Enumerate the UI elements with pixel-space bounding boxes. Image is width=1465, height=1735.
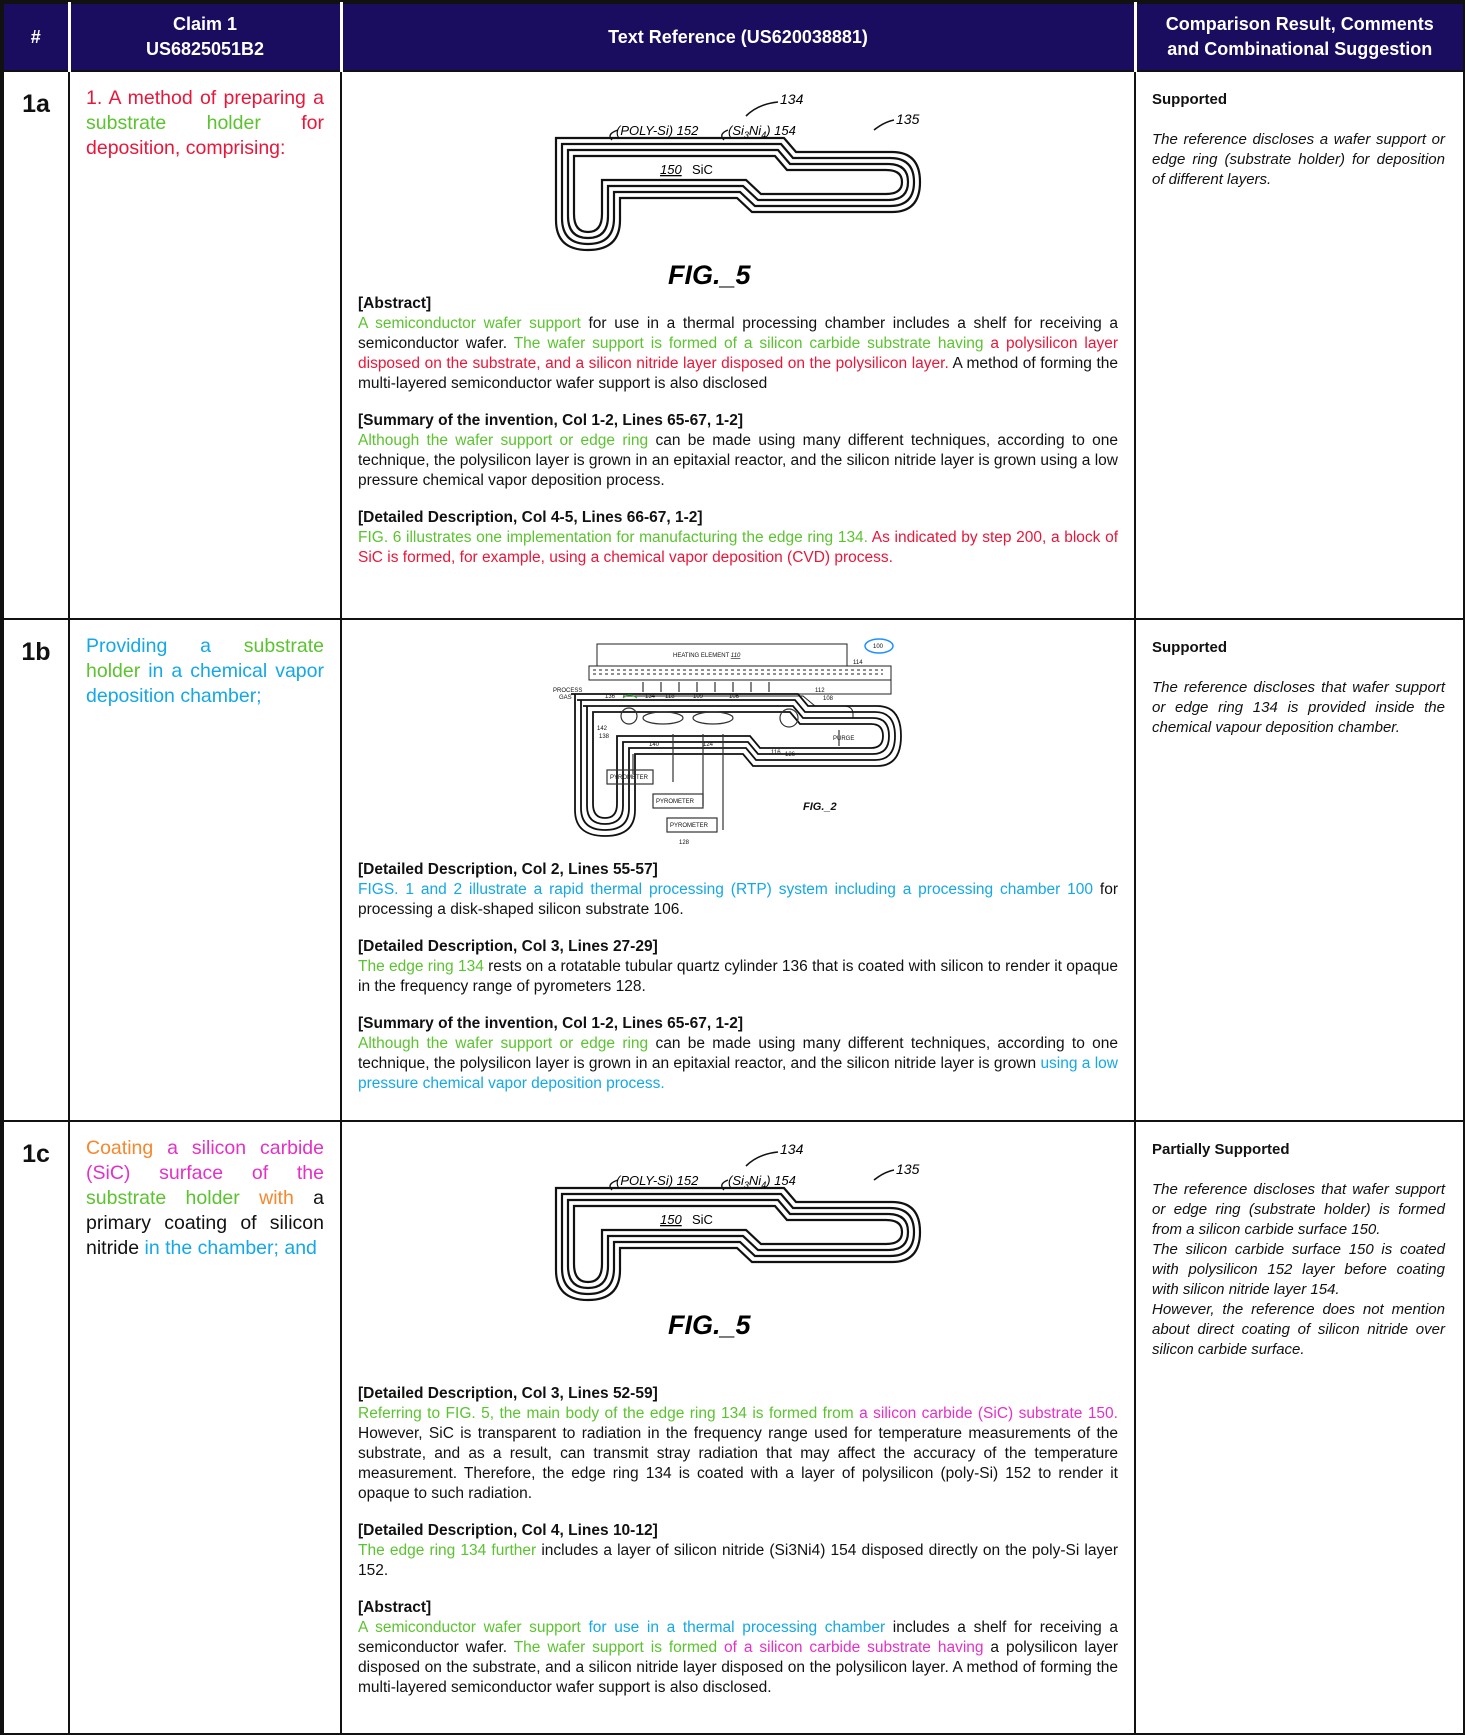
reference-block <box>358 1014 1118 1094</box>
fig2-pyrometer-2: PYROMETER <box>656 799 695 805</box>
reference-heading: [Summary of the invention, Col 1-2, Lines 65-67, 1-2] <box>358 412 744 429</box>
passage-segment: a polysilicon layer disposed on the substrate, and a silicon nitride layer disposed on the polysilicon layer. A method of forming the multi-layered semiconductor wafer support is also disclosed. <box>358 1639 1118 1696</box>
claim-text <box>69 71 341 619</box>
claim-segment: a silicon carbide (SiC) surface of the <box>86 1137 324 1184</box>
fig5-label-sic: SiC <box>692 1212 713 1227</box>
result-status: Supported <box>1152 91 1227 108</box>
fig2-label-128: 128 <box>679 840 690 846</box>
fig2-purge-label: PURGE <box>833 736 855 742</box>
fig5-label-135: 135 <box>896 1161 920 1177</box>
passage-segment: a polysilicon layer disposed on the substrate, and a silicon nitride layer disposed on the polysilicon layer. <box>358 335 1118 372</box>
result-comment: However, the reference does not mention about direct coating of silicon nitride over silicon carbide surface. <box>1152 1301 1445 1358</box>
fig2-label-140: 140 <box>649 742 660 748</box>
passage-segment: The edge ring 134 further <box>358 1542 537 1559</box>
result-comment: The reference discloses that wafer support or edge ring 134 is provided inside the chemical vapour deposition chamber. <box>1152 679 1445 736</box>
fig2-label-136: 136 <box>605 694 616 700</box>
reference-passage <box>358 314 1118 394</box>
passage-segment: Although the wafer support or edge ring <box>358 1035 649 1052</box>
fig2-process-label: PROCESS <box>553 688 583 694</box>
passage-segment: includes a shelf for receiving a semiconductor wafer. <box>358 1619 1119 1656</box>
reference-heading: [Detailed Description, Col 4, Lines 10-12] <box>358 1522 658 1539</box>
fig2-label-106: 106 <box>729 694 740 700</box>
header-row <box>3 3 1464 71</box>
reference-block <box>358 508 1118 568</box>
result-status: Supported <box>1152 639 1227 656</box>
result-comment: The silicon carbide surface 150 is coated with polysilicon 152 layer before coating with silicon nitride layer 154. <box>1152 1241 1445 1298</box>
reference-block <box>358 1598 1118 1698</box>
claim-segment: Providing a <box>86 635 244 657</box>
fig2-label-118: 118 <box>665 694 675 700</box>
fig2-heating-label: HEATING ELEMENT 110 <box>673 653 741 659</box>
reference-heading: [Detailed Description, Col 3, Lines 27-29] <box>358 938 658 955</box>
reference-block <box>358 860 1118 920</box>
passage-segment: a silicon carbide (SiC) substrate 150. <box>853 1405 1118 1422</box>
fig5-label-poly: (POLY-Si) 152 <box>616 123 699 138</box>
passage-segment: A semiconductor wafer support <box>358 1619 581 1636</box>
table-row <box>3 619 1464 1121</box>
reference-passage <box>358 1541 1118 1581</box>
row-number: 1c <box>3 1121 69 1734</box>
fig5-label-134: 134 <box>780 1141 804 1157</box>
reference-passage <box>358 1618 1118 1698</box>
header-comparison <box>1135 3 1464 71</box>
passage-segment: Although the wafer support or edge ring <box>358 432 649 449</box>
row-number: 1b <box>3 619 69 1121</box>
fig2-label-126: 126 <box>785 752 796 758</box>
claim-segment: substrate holder <box>86 112 261 134</box>
passage-segment: can be made using many different techniques, according to one technique, the polysilicon layer is grown in an epitaxial reactor, and the silicon nitride layer is grown <box>358 1035 1118 1072</box>
fig2-label-108: 108 <box>823 696 834 702</box>
fig5-label-sic: SiC <box>692 162 713 177</box>
reference-cell <box>341 71 1135 619</box>
fig5-label-poly: (POLY-Si) 152 <box>616 1173 699 1188</box>
fig5-drawing <box>528 90 948 290</box>
table-row <box>3 71 1464 619</box>
passage-segment: As indicated by step 200, a block of SiC is formed, for example, using a chemical vapor deposition (CVD) process. <box>358 529 1118 566</box>
passage-segment: for processing a disk-shaped silicon substrate 106. <box>358 881 1118 918</box>
reference-passage <box>358 957 1118 997</box>
passage-segment: rests on a rotatable tubular quartz cylinder 136 that is coated with silicon to render it opaque in the frequency range of pyrometers 128. <box>358 958 1118 995</box>
fig5-label-si3n4: $(Si_3Ni_4)$ 154 <box>728 1173 796 1190</box>
result-status: Partially Supported <box>1152 1141 1290 1158</box>
reference-heading: [Detailed Description, Col 2, Lines 55-57] <box>358 861 658 878</box>
reference-heading: [Abstract] <box>358 1599 432 1616</box>
claim-segment: with <box>239 1187 294 1209</box>
claim-segment: substrate holder <box>86 635 324 682</box>
fig2-caption: FIG._2 <box>803 801 837 813</box>
reference-heading: [Summary of the invention, Col 1-2, Lines 65-67, 1-2] <box>358 1015 744 1032</box>
claim-segment: 1. A method of preparing a <box>86 87 324 109</box>
fig5-label-150: 150 <box>660 1212 682 1227</box>
reference-block <box>358 411 1118 491</box>
passage-segment: includes a layer of silicon nitride (Si3Ni4) 154 disposed directly on the poly-Si layer 152. <box>358 1542 1118 1579</box>
passage-segment: The wafer support is formed <box>513 1639 718 1656</box>
fig5-caption: FIG._5 <box>668 260 751 290</box>
fig2-pyrometer-3: PYROMETER <box>670 823 709 829</box>
comparison-cell <box>1135 619 1464 1121</box>
fig5-drawing <box>528 1140 948 1340</box>
fig2-label-138: 138 <box>599 734 610 740</box>
passage-segment: can be made using many different techniques, according to one technique, the polysilicon layer is grown in an epitaxial reactor, and the silicon nitride layer is grown using a low pressure chemical vapor deposition process. <box>358 432 1118 489</box>
header-comparison-line2: and Combinational Suggestion <box>1167 39 1433 59</box>
passage-segment: A method of forming the multi-layered semiconductor wafer support is also disclosed <box>358 355 1118 392</box>
reference-heading: [Detailed Description, Col 4-5, Lines 66-67, 1-2] <box>358 509 703 526</box>
claim-comparison-table <box>2 2 1465 1735</box>
fig5-label-150: 150 <box>660 162 682 177</box>
header-reference: Text Reference (US620038881) <box>341 3 1135 71</box>
fig2-label-112: 112 <box>815 688 825 694</box>
claim-segment: a primary coating of silicon nitride <box>86 1187 324 1259</box>
reference-block <box>358 937 1118 997</box>
reference-cell <box>341 619 1135 1121</box>
reference-passage <box>358 431 1118 491</box>
reference-block <box>358 1521 1118 1581</box>
fig2-label-100: 100 <box>873 644 884 650</box>
figure-5 <box>358 72 1118 294</box>
passage-segment: FIGS. 1 and 2 illustrate a rapid thermal processing (RTP) system including a processing chamber 100 <box>358 881 1094 898</box>
reference-heading: [Detailed Description, Col 3, Lines 52-59] <box>358 1385 658 1402</box>
reference-passage <box>358 880 1118 920</box>
claim-segment: in a chemical vapor deposition chamber; <box>86 660 324 707</box>
header-num: # <box>3 3 69 71</box>
header-claim-title: Claim 1 <box>172 14 238 34</box>
result-comment: The reference discloses that wafer support or edge ring (substrate holder) is formed from a silicon carbide surface 150. <box>1152 1181 1445 1238</box>
claim-segment: for deposition, comprising: <box>86 112 324 159</box>
fig2-label-142: 142 <box>597 726 608 732</box>
passage-segment: for use in a thermal processing chamber includes a shelf for receiving a semiconductor wafer. <box>358 315 1118 352</box>
passage-segment: Referring to FIG. 5, the main body of the edge ring 134 is formed from <box>358 1405 854 1422</box>
fig5-label-135: 135 <box>896 111 920 127</box>
claim-segment: substrate holder <box>86 1187 240 1209</box>
fig2-label-124: 124 <box>703 742 714 748</box>
passage-segment: However, SiC is transparent to radiation in the frequency range used for temperature measurements of the substrate, and as a result, can transmit stray radiation that may affect the accuracy of the temperature measurement. Therefore, the edge ring 134 is coated with a layer of polysilicon (poly-Si) 152 to render it opaque to such radiation. <box>358 1425 1118 1502</box>
passage-segment: The wafer support is formed of a silicon carbide substrate having <box>513 335 984 352</box>
reference-block <box>358 294 1118 394</box>
passage-segment: The edge ring 134 <box>358 958 484 975</box>
reference-block <box>358 1384 1118 1504</box>
table-row <box>3 1121 1464 1734</box>
reference-passage <box>358 528 1118 568</box>
fig2-label-134: 134 <box>645 694 656 700</box>
fig2-label-116: 116 <box>771 750 781 756</box>
reference-passage <box>358 1034 1118 1094</box>
fig2-label-109: 109 <box>693 694 704 700</box>
figure-5 <box>358 1122 1118 1384</box>
reference-passage <box>358 1404 1118 1504</box>
reference-heading: [Abstract] <box>358 295 432 312</box>
fig2-label-114: 114 <box>853 660 863 666</box>
passage-segment: of a silicon carbide substrate having <box>717 1639 984 1656</box>
header-claim <box>69 3 341 71</box>
row-number: 1a <box>3 71 69 619</box>
fig2-gas-label: GAS <box>559 695 572 701</box>
comparison-cell <box>1135 71 1464 619</box>
fig5-label-134: 134 <box>780 91 804 107</box>
reference-cell <box>341 1121 1135 1734</box>
figure-2 <box>358 620 1118 860</box>
header-comparison-line1: Comparison Result, Comments <box>1165 14 1434 34</box>
fig5-label-si3n4: $(Si_3Ni_4)$ 154 <box>728 123 796 140</box>
passage-segment: A semiconductor wafer support <box>358 315 581 332</box>
claim-text <box>69 619 341 1121</box>
passage-segment: using a low pressure chemical vapor deposition process. <box>358 1055 1118 1092</box>
claim-segment: in the chamber; and <box>144 1237 317 1259</box>
fig2-pyrometer-1: PYROMETER <box>610 775 649 781</box>
passage-segment: for use in a thermal processing chamber <box>580 1619 886 1636</box>
result-comment: The reference discloses a wafer support or edge ring (substrate holder) for deposition of different layers. <box>1152 131 1445 188</box>
comparison-cell <box>1135 1121 1464 1734</box>
fig2-drawing <box>553 634 923 850</box>
passage-segment: FIG. 6 illustrates one implementation for manufacturing the edge ring 134. <box>358 529 868 546</box>
claim-segment: Coating <box>86 1137 154 1159</box>
claim-text <box>69 1121 341 1734</box>
header-claim-patent: US6825051B2 <box>145 39 265 59</box>
fig5-caption: FIG._5 <box>668 1310 751 1340</box>
